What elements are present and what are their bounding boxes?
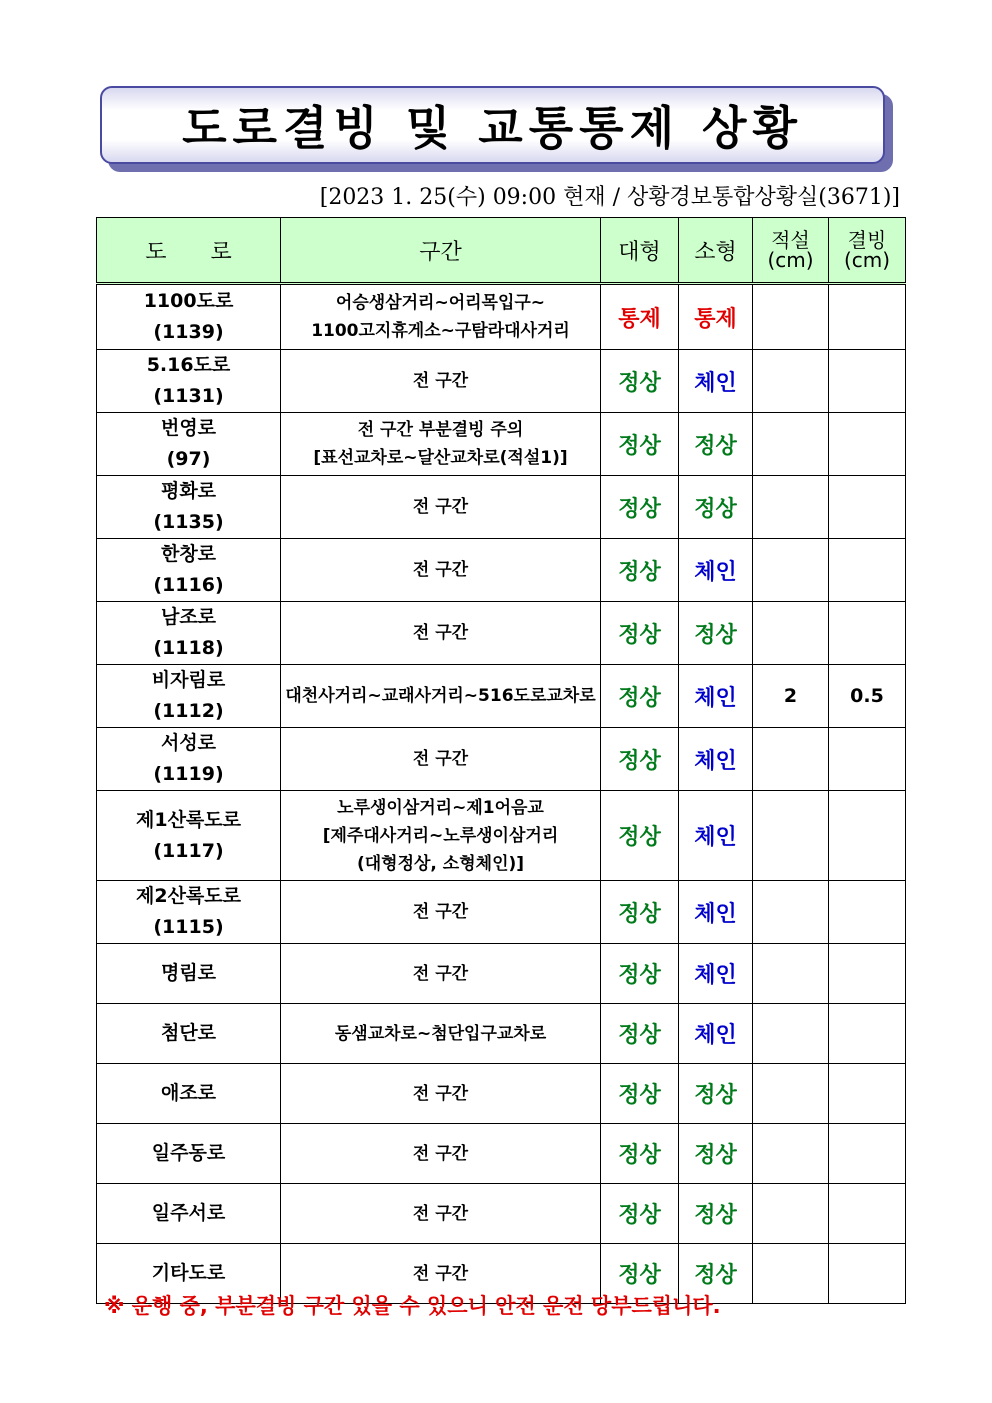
table-row (97, 881, 906, 944)
ice-depth (829, 881, 906, 944)
road-code: (1135) (153, 511, 224, 533)
header-ice-unit: (cm) (843, 248, 891, 272)
section-line: 전 구간 (412, 749, 469, 769)
ice-depth (829, 413, 906, 476)
small-vehicle-status: 체인 (679, 791, 753, 881)
section-cell (281, 881, 601, 944)
large-vehicle-status: 정상 (601, 1064, 679, 1124)
road-code: (1115) (153, 916, 224, 938)
road-name: 애조로 (160, 1082, 217, 1104)
section-line: 전 구간 (412, 371, 469, 391)
report-timestamp: [2023 1. 25(수) 09:00 현재 / 상황경보통합상황실(3671)] (319, 185, 900, 210)
table-row (97, 539, 906, 602)
small-vehicle-status: 체인 (679, 665, 753, 728)
road-cell (97, 1064, 281, 1124)
snow-depth (753, 1184, 829, 1244)
road-code: (1117) (153, 839, 224, 862)
section-line: 동샘교차로~첨단입구교차로 (334, 1023, 547, 1044)
road-code: (1116) (153, 574, 224, 596)
section-line: 노루생이삼거리~제1어음교 (337, 797, 544, 818)
road-cell (97, 728, 281, 791)
snow-depth (753, 1124, 829, 1184)
section-line: 전 구간 (412, 560, 469, 580)
table-row (97, 665, 906, 728)
section-line: 전 구간 (412, 1083, 469, 1104)
section-cell (281, 602, 601, 665)
small-vehicle-status: 정상 (679, 1244, 753, 1304)
road-cell (97, 413, 281, 476)
safety-footnote: ※ 운행 중, 부분결빙 구간 있을 수 있으니 안전 운전 당부드립니다. (104, 1294, 721, 1318)
header-snow-label: 적설 (771, 228, 810, 252)
section-cell (281, 944, 601, 1004)
snow-depth (753, 350, 829, 413)
small-vehicle-status: 정상 (679, 602, 753, 665)
section-line: (대형정상, 소형체인)] (356, 853, 525, 874)
header-snow (753, 218, 829, 284)
ice-depth (829, 602, 906, 665)
title-banner (100, 86, 885, 164)
road-cell (97, 602, 281, 665)
section-line: [표선교차로~달산교차로(적설1)] (313, 448, 568, 468)
page-title: 도로결빙 및 교통통제 상황 (182, 101, 803, 155)
table-row (97, 1124, 906, 1184)
road-name: 제2산록도로 (136, 885, 241, 907)
snow-depth (753, 413, 829, 476)
ice-depth (829, 1184, 906, 1244)
ice-depth (829, 944, 906, 1004)
header-snow-unit: (cm) (767, 248, 814, 272)
table-header-row (97, 218, 906, 284)
section-cell (281, 1124, 601, 1184)
table-row (97, 791, 906, 881)
section-line: 전 구간 (412, 1263, 469, 1284)
ice-depth (829, 1124, 906, 1184)
ice-depth (829, 284, 906, 350)
large-vehicle-status: 정상 (601, 881, 679, 944)
road-cell (97, 1004, 281, 1064)
section-cell (281, 413, 601, 476)
road-name: 일주서로 (151, 1202, 226, 1224)
road-name: 명림로 (160, 962, 217, 984)
road-cell (97, 791, 281, 881)
snow-depth (753, 1004, 829, 1064)
road-cell (97, 881, 281, 944)
road-cell (97, 476, 281, 539)
table-row (97, 728, 906, 791)
ice-depth (829, 1004, 906, 1064)
small-vehicle-status: 체인 (679, 1004, 753, 1064)
snow-depth (753, 476, 829, 539)
table-row (97, 602, 906, 665)
road-cell (97, 944, 281, 1004)
header-ice (829, 218, 906, 284)
header-small: 소형 (679, 218, 753, 284)
large-vehicle-status: 정상 (601, 791, 679, 881)
small-vehicle-status: 체인 (679, 728, 753, 791)
section-line: 1100고지휴게소~구탐라대사거리 (311, 321, 570, 341)
small-vehicle-status: 체인 (679, 881, 753, 944)
small-vehicle-status: 정상 (679, 1184, 753, 1244)
large-vehicle-status: 정상 (601, 1184, 679, 1244)
road-name: 첨단로 (160, 1022, 217, 1044)
section-cell (281, 1004, 601, 1064)
large-vehicle-status: 정상 (601, 350, 679, 413)
snow-depth (753, 1064, 829, 1124)
section-line: 대천사거리~교래사거리~516도로교차로 (285, 686, 596, 706)
large-vehicle-status: 정상 (601, 1244, 679, 1304)
header-section: 구간 (281, 218, 601, 284)
small-vehicle-status: 체인 (679, 350, 753, 413)
snow-depth (753, 284, 829, 350)
section-line: [제주대사거리~노루생이삼거리 (322, 825, 559, 846)
snow-depth: 2 (753, 665, 829, 728)
header-large: 대형 (601, 218, 679, 284)
snow-depth (753, 728, 829, 791)
section-line: 전 구간 (412, 1203, 469, 1224)
ice-depth (829, 1244, 906, 1304)
large-vehicle-status: 정상 (601, 476, 679, 539)
road-cell (97, 1124, 281, 1184)
road-code: (1119) (153, 763, 224, 785)
title-box (100, 86, 885, 164)
road-name: 남조로 (160, 606, 217, 628)
section-cell (281, 476, 601, 539)
header-ice-label: 결빙 (847, 228, 887, 252)
ice-depth (829, 476, 906, 539)
road-status-table (96, 217, 906, 1304)
road-name: 1100도로 (143, 290, 234, 312)
road-name: 번영로 (160, 417, 217, 439)
ice-depth (829, 1064, 906, 1124)
section-line: 전 구간 (412, 963, 469, 984)
road-name: 비자림로 (151, 669, 226, 691)
snow-depth (753, 944, 829, 1004)
small-vehicle-status: 체인 (679, 944, 753, 1004)
road-code: (1131) (153, 385, 224, 407)
road-name: 평화로 (160, 480, 217, 502)
table-row (97, 350, 906, 413)
large-vehicle-status: 정상 (601, 602, 679, 665)
road-name: 한창로 (160, 543, 217, 565)
table-row (97, 1064, 906, 1124)
large-vehicle-status: 통제 (601, 284, 679, 350)
large-vehicle-status: 정상 (601, 1004, 679, 1064)
small-vehicle-status: 정상 (679, 1124, 753, 1184)
table-row (97, 1184, 906, 1244)
ice-depth: 0.5 (829, 665, 906, 728)
snow-depth (753, 881, 829, 944)
snow-depth (753, 791, 829, 881)
road-name: 5.16도로 (146, 354, 231, 376)
ice-depth (829, 350, 906, 413)
section-cell (281, 350, 601, 413)
section-cell (281, 1184, 601, 1244)
large-vehicle-status: 정상 (601, 539, 679, 602)
ice-depth (829, 791, 906, 881)
road-cell (97, 1184, 281, 1244)
road-code: (1139) (153, 321, 224, 343)
road-cell (97, 350, 281, 413)
section-cell (281, 539, 601, 602)
section-cell (281, 284, 601, 350)
road-name: 일주동로 (151, 1142, 226, 1164)
header-road: 도 로 (97, 218, 281, 284)
large-vehicle-status: 정상 (601, 665, 679, 728)
road-cell (97, 284, 281, 350)
section-line: 전 구간 (412, 623, 469, 643)
section-cell (281, 728, 601, 791)
table-row (97, 476, 906, 539)
large-vehicle-status: 정상 (601, 413, 679, 476)
large-vehicle-status: 정상 (601, 1124, 679, 1184)
ice-depth (829, 728, 906, 791)
large-vehicle-status: 정상 (601, 728, 679, 791)
road-name: 기타도로 (151, 1262, 226, 1284)
road-code: (97) (166, 448, 211, 470)
section-line: 전 구간 (412, 1143, 469, 1164)
road-cell (97, 665, 281, 728)
section-line: 전 구간 (412, 497, 469, 517)
section-cell (281, 1064, 601, 1124)
table-row (97, 944, 906, 1004)
table-row (97, 284, 906, 350)
section-line: 어승생삼거리~어리목입구~ (335, 293, 546, 313)
road-code: (1118) (153, 637, 224, 659)
section-line: 전 구간 (412, 902, 469, 922)
road-name: 제1산록도로 (136, 808, 241, 831)
section-cell (281, 665, 601, 728)
small-vehicle-status: 통제 (679, 284, 753, 350)
table-body (97, 284, 906, 1304)
small-vehicle-status: 정상 (679, 476, 753, 539)
small-vehicle-status: 정상 (679, 413, 753, 476)
small-vehicle-status: 정상 (679, 1064, 753, 1124)
snow-depth (753, 602, 829, 665)
small-vehicle-status: 체인 (679, 539, 753, 602)
large-vehicle-status: 정상 (601, 944, 679, 1004)
snow-depth (753, 1244, 829, 1304)
table-row (97, 413, 906, 476)
road-name: 서성로 (160, 732, 217, 754)
table-row (97, 1004, 906, 1064)
section-line: 전 구간 부분결빙 주의 (357, 420, 524, 440)
road-code: (1112) (153, 700, 224, 722)
road-cell (97, 539, 281, 602)
section-cell (281, 791, 601, 881)
ice-depth (829, 539, 906, 602)
snow-depth (753, 539, 829, 602)
